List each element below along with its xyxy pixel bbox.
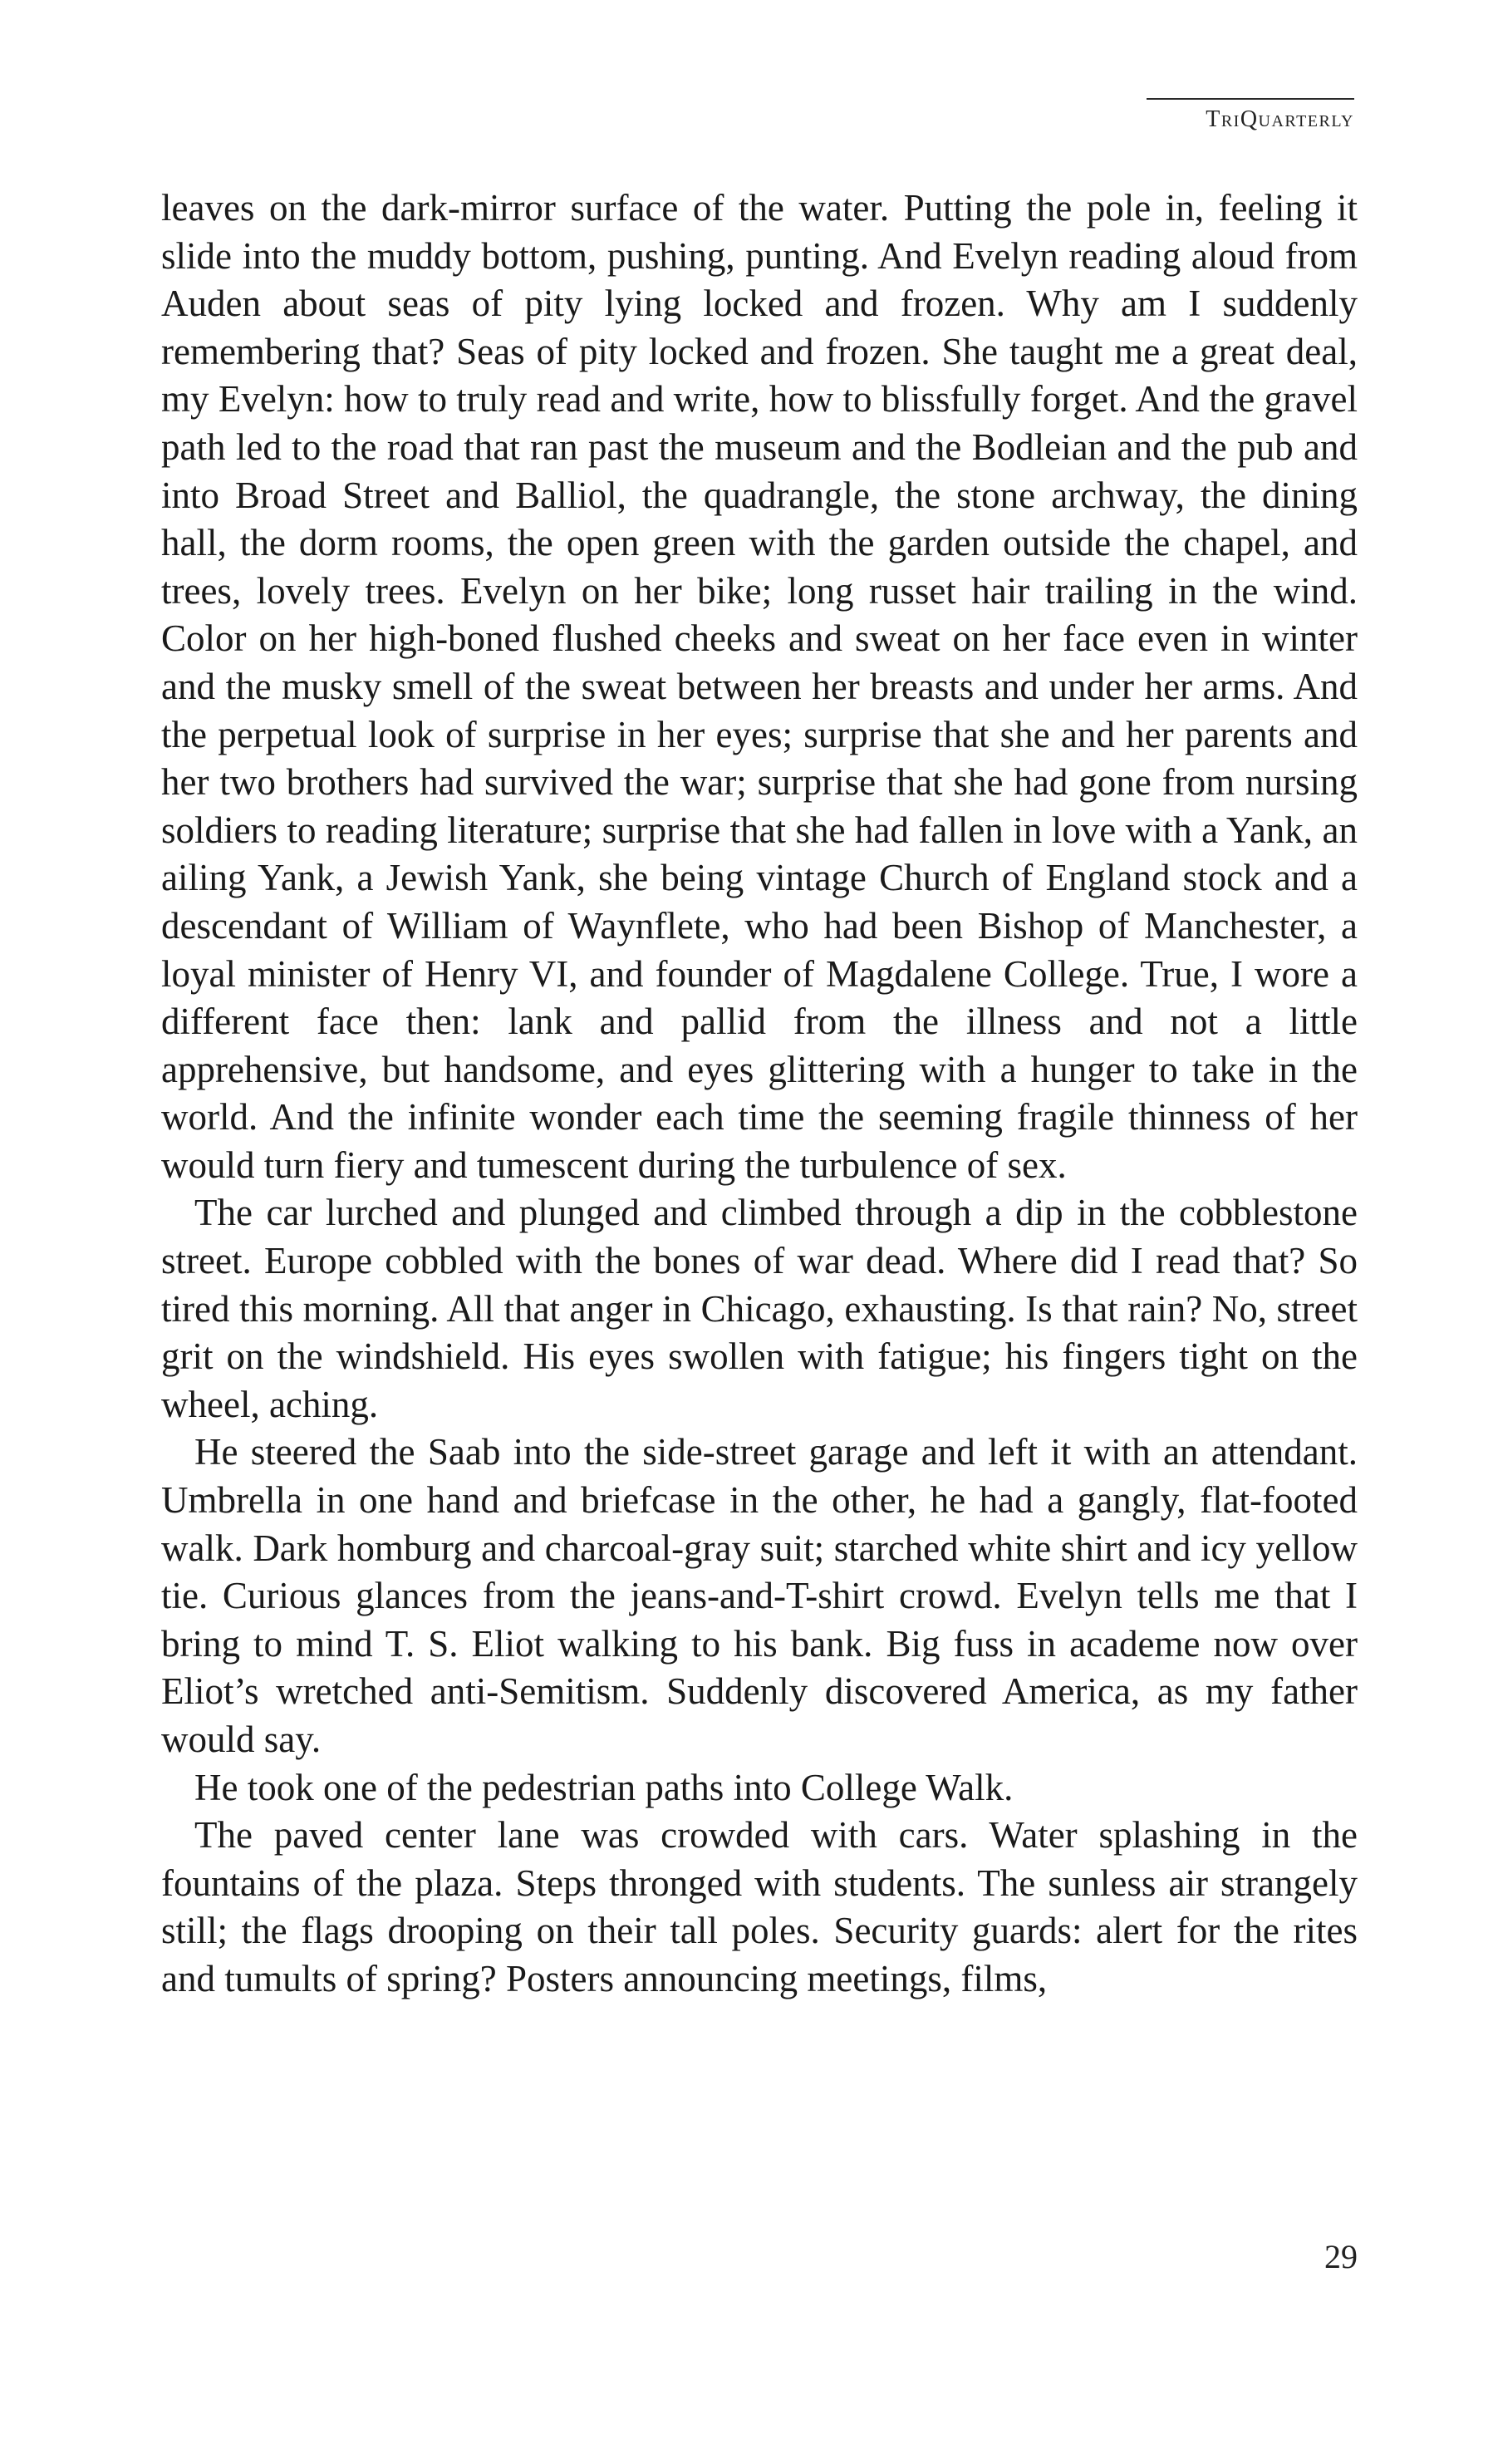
paragraph: He steered the Saab into the side-street garage and left it with an attendant. Umbrella in one hand and briefcase in the other, he had a gangly, flat-footed walk. Dark homburg and charcoal-gray suit; starched white shirt and icy yellow tie. Curious glances from the jeans-and-T-shirt crowd. Evelyn tells me that I bring to mind T. S. Eliot walking to his bank. Big fuss in academe now over Eliot’s wretched anti-Semitism. Suddenly discovered America, as my father would say.: [161, 1431, 1358, 1760]
paragraph: The car lurched and plunged and climbed through a dip in the cobblestone street. Europe cobbled with the bones of war dead. Where did I read that? So tired this morning. All that anger in Chicago, exhausting. Is that rain? No, street grit on the windshield. His eyes swollen with fatigue; his fingers tight on the wheel, aching.: [161, 1192, 1358, 1425]
paragraph-continued: leaves on the dark-mirror surface of the water. Putting the pole in, feeling it slide into the muddy bottom, pushing, punting. And Evelyn reading aloud from Auden about seas of pity lying locked and frozen. Why am I suddenly remembering that? Seas of pity locked and frozen. She taught me a great deal, my Evelyn: how to truly read and write, how to blissfully forget. And the gravel path led to the road that ran past the museum and the Bodleian and the pub and into Broad Street and Balliol, the quadrangle, the stone archway, the dining hall, the dorm rooms, the open green with the garden outside the chapel, and trees, lovely trees. Evelyn on her bike; long russet hair trailing in the wind. Color on her high-boned flushed cheeks and sweat on her face even in winter and the musky smell of the sweat between her breasts and under her arms. And the perpetual look of surprise in her eyes; surprise that she and her parents and her two brothers had survived the war; surprise that she had gone from nursing soldiers to reading literature; surprise that she had fallen in love with a Yank, an ailing Yank, a Jewish Yank, she being vintage Church of England stock and a descendant of William of Waynflete, who had been Bishop of Manchester, a loyal minister of Henry VI, and founder of Magdalene College. True, I wore a different face then: lank and pallid from the illness and not a little apprehensive, but handsome, and eyes glittering with a hunger to take in the world. And the infinite wonder each time the seeming fragile thinness of her would turn fiery and tumescent during the turbulence of sex.: [161, 187, 1358, 1186]
paragraph: He took one of the pedestrian paths into College Walk.: [194, 1766, 1014, 1808]
paragraph: The paved center lane was crowded with cars. Water splashing in the fountains of the plaza. Steps thronged with students. The sunless air strangely still; the flags drooping on their tall poles. Security guards: alert for the rites and tumults of spring? Posters announcing meetings, films,: [161, 1814, 1358, 1999]
page-number: 29: [1324, 2238, 1358, 2275]
running-head: TriQuarterly: [1147, 98, 1354, 133]
body-text: [161, 184, 1358, 2004]
